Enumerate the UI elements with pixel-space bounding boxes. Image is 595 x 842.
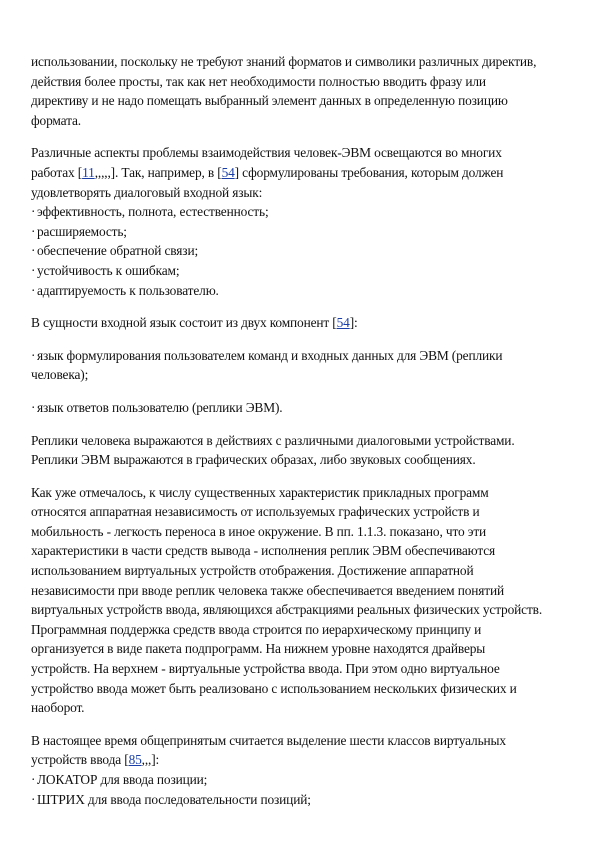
text-line <box>31 313 571 333</box>
bullet-item: · устойчивость к ошибкам; <box>31 261 571 281</box>
text-line: независимости при вводе реплик человека также обеспечивается введением понятий <box>31 582 505 598</box>
text-fragment: ] сформулированы требования, которым должен <box>234 164 504 180</box>
text-line: Программная поддержка средств ввода строится по иерархическому принципу и <box>31 621 482 637</box>
bullet-item: · язык ответов пользователю (реплики ЭВМ). <box>31 398 571 418</box>
bullet-item: · ЛОКАТОР для ввода позиции; <box>31 770 571 790</box>
bullet-item: · язык формулирования пользователем команд и входных данных для ЭВМ (реплики <box>31 346 571 366</box>
text-line: Реплики человека выражаются в действиях с различными диалоговыми устройствами. <box>31 432 515 448</box>
paragraph-1 <box>31 52 571 130</box>
text-line: удовлетворять диалоговый входной язык: <box>31 184 263 200</box>
text-fragment: ]: <box>349 315 358 331</box>
text-line: человека); <box>31 367 89 383</box>
paragraph-6 <box>31 431 571 470</box>
text-fragment: В сущности входной язык состоит из двух компонент [ <box>31 315 337 331</box>
text-line: Как уже отмечалось, к числу существенных характеристик прикладных программ <box>31 484 489 500</box>
reference-link-11[interactable]: 11 <box>82 164 95 180</box>
paragraph-2 <box>31 143 571 300</box>
text-line: использованием виртуальных устройств отображения. Достижение аппаратной <box>31 563 474 579</box>
bullet-item: · ШТРИХ для ввода последовательности позиций; <box>31 790 571 810</box>
bullet-item: · эффективность, полнота, естественность; <box>31 202 571 222</box>
text-fragment: работах [ <box>31 164 83 180</box>
text-line: характеристики в части средств вывода - исполнения реплик ЭВМ обеспечиваются <box>31 543 495 559</box>
text-line: директиву и не надо помещать выбранный элемент данных в определенную позицию <box>31 93 508 109</box>
text-line: В настоящее время общепринятым считается выделение шести классов виртуальных <box>31 732 506 748</box>
text-line: относятся аппаратная независимость от используемых графических устройств и <box>31 504 480 520</box>
reference-link-54[interactable]: 54 <box>221 164 235 180</box>
text-line: Различные аспекты проблемы взаимодействия человек-ЭВМ освещаются во многих <box>31 145 502 161</box>
text-line <box>31 163 571 183</box>
bullet-item: · расширяемость; <box>31 222 571 242</box>
text-line: формата. <box>31 112 81 128</box>
paragraph-5 <box>31 398 571 418</box>
reference-link-85[interactable]: 85 <box>128 752 142 768</box>
text-fragment: ,,,,,]. Так, например, в [ <box>94 164 222 180</box>
text-line: действия более просты, так как нет необходимости полностью вводить фразу или <box>31 73 486 89</box>
text-line: организуется в виде пакета подпрограмм. На нижнем уровне находятся драйверы <box>31 641 486 657</box>
text-line <box>31 750 571 770</box>
text-line: наоборот. <box>31 700 85 716</box>
reference-link-54[interactable]: 54 <box>336 315 350 331</box>
text-fragment: ,,,]: <box>141 752 160 768</box>
text-line: мобильность - легкость переноса в иное окружение. В пп. 1.1.3. показано, что эти <box>31 523 487 539</box>
bullet-item: · адаптируемость к пользователю. <box>31 281 571 301</box>
text-line: использовании, поскольку не требуют знаний форматов и символики различных директив, <box>31 54 537 69</box>
text-line: виртуальных устройств ввода, являющихся абстракциями реальных физических устройств. <box>31 602 543 618</box>
text-line: Реплики ЭВМ выражаются в графических образах, либо звуковых сообщениях. <box>31 452 476 468</box>
bullet-item: · обеспечение обратной связи; <box>31 241 571 261</box>
paragraph-8 <box>31 731 571 809</box>
text-fragment: устройств ввода [ <box>31 752 129 768</box>
paragraph-4 <box>31 346 571 385</box>
paragraph-3 <box>31 313 571 333</box>
paragraph-7 <box>31 483 571 718</box>
text-line: устройств. На верхнем - виртуальные устройства ввода. При этом одно виртуальное <box>31 661 500 677</box>
document-page <box>31 52 571 822</box>
text-line: устройство ввода может быть реализовано с использованием нескольких физических и <box>31 680 517 696</box>
